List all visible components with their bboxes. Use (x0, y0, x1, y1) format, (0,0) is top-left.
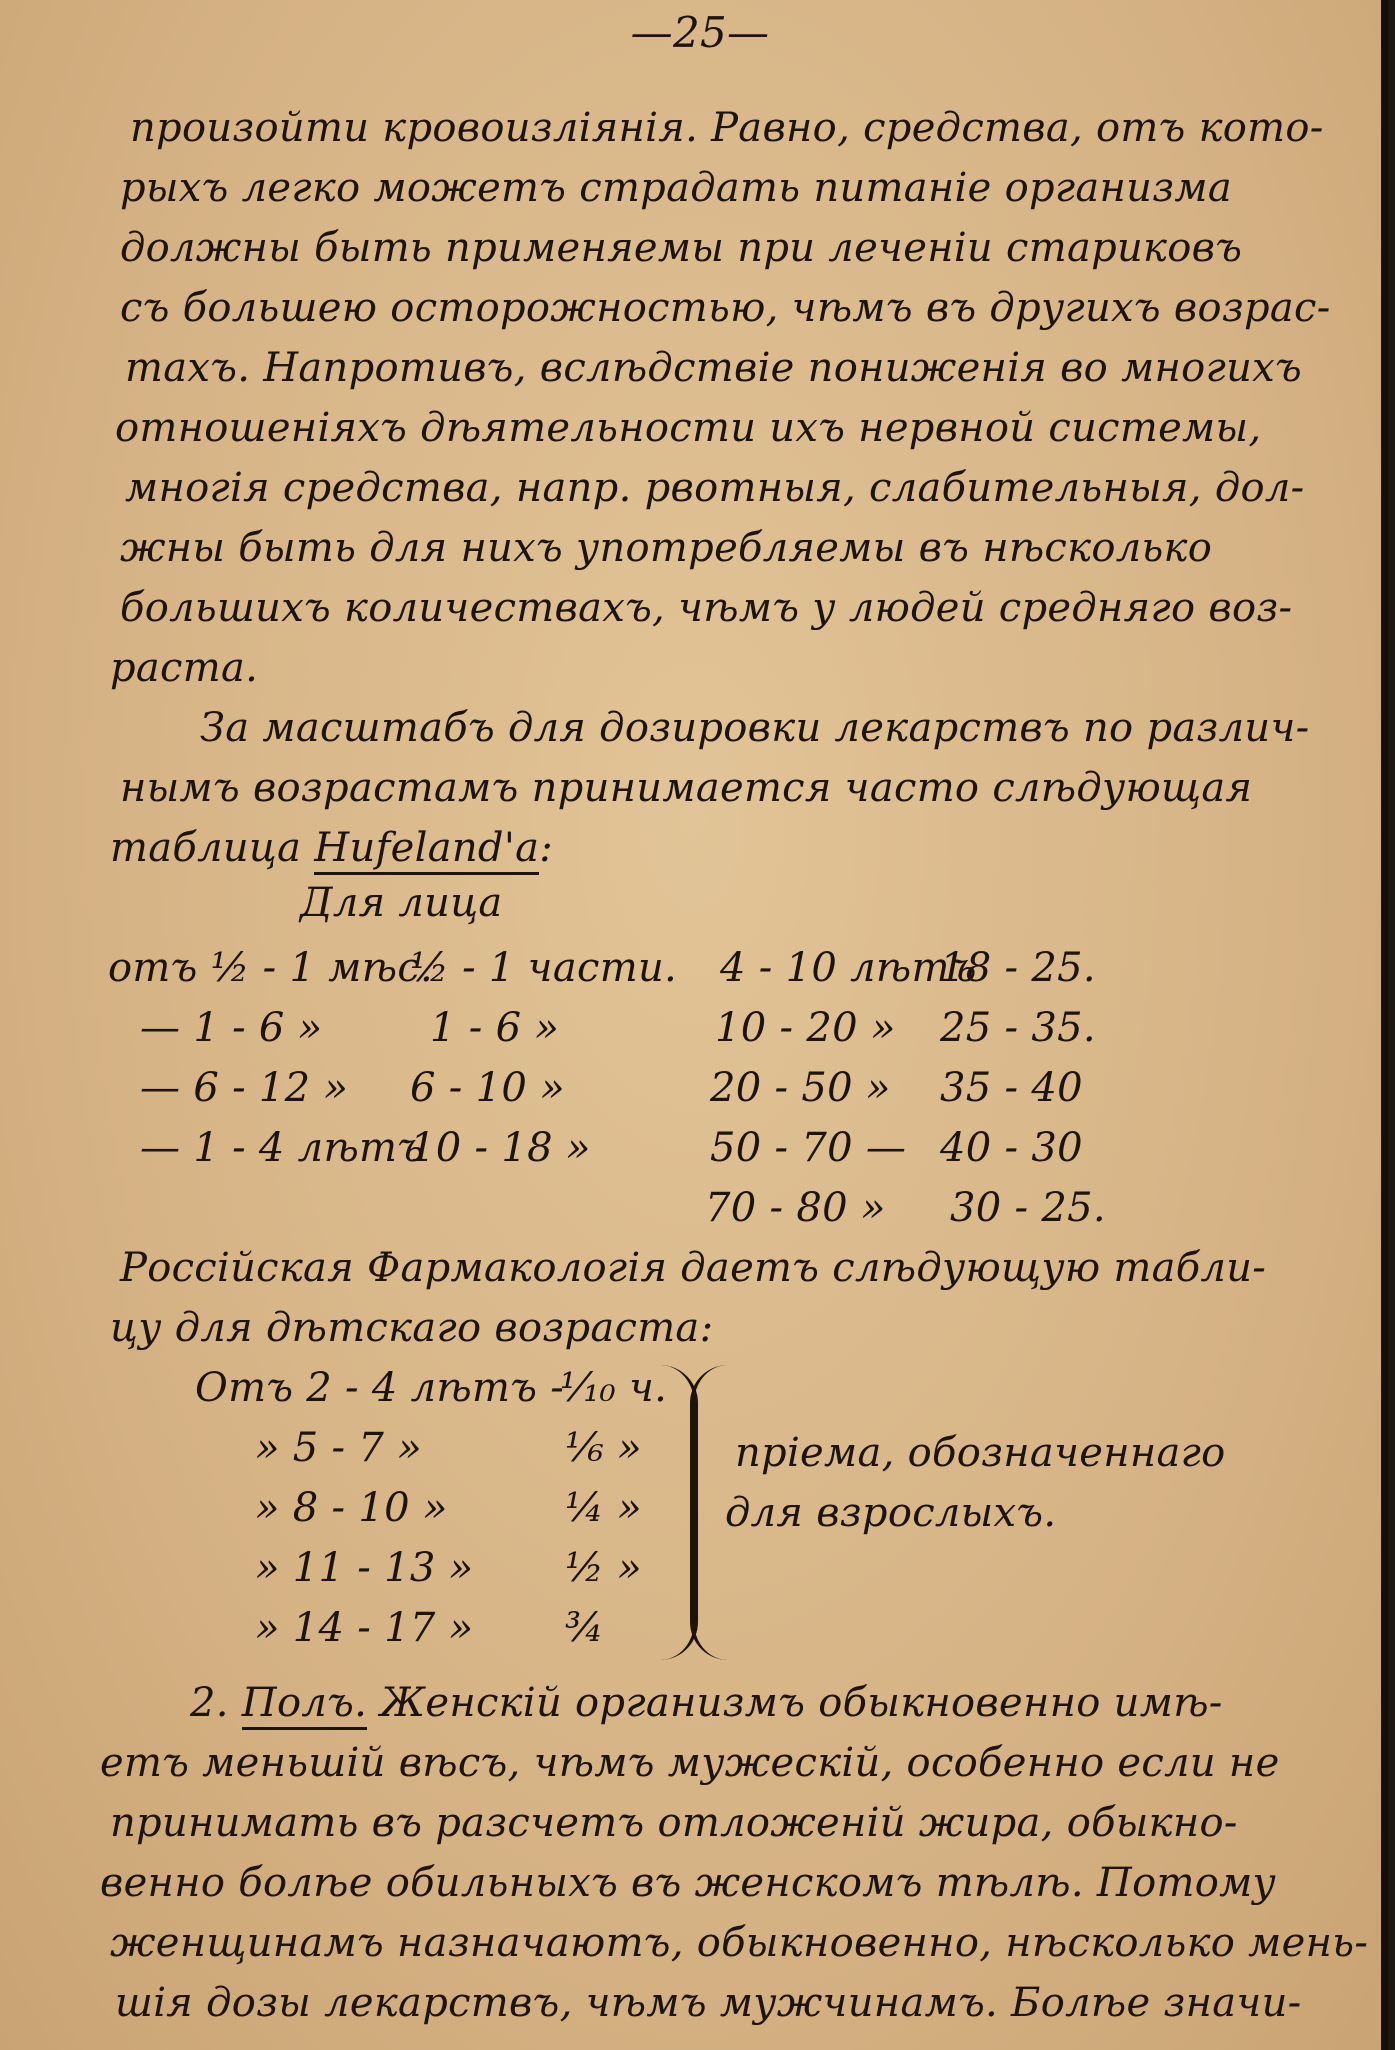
table-cell-dose: 40 - 30 (940, 1125, 1083, 1171)
table-cell-age: 4 - 10 лѣтъ (720, 945, 977, 991)
text-line: венно болѣе обильныхъ въ женскомъ тѣлѣ. Потому (100, 1860, 1277, 1906)
table-cell-dose: 18 - 25. (940, 945, 1096, 991)
table-cell-dose: 10 - 18 » (410, 1125, 591, 1171)
table-cell-dose: ⅙ » (565, 1425, 642, 1471)
table-note: пріема, обозначеннаго (735, 1430, 1226, 1476)
table-cell-dose: 1 - 6 » (430, 1005, 560, 1051)
table-cell-age: 20 - 50 » (710, 1065, 891, 1111)
table-cell-dose: ¾ (565, 1605, 605, 1651)
table-cell-age: отъ ½ - 1 мѣс. (108, 945, 434, 991)
table-cell-age: — 6 - 12 » (140, 1065, 349, 1111)
table-cell-age: 10 - 20 » (715, 1005, 896, 1051)
table-cell-age: — 1 - 6 » (140, 1005, 323, 1051)
table-cell-age: 70 - 80 » (705, 1185, 886, 1231)
text-line: женщинамъ назначаютъ, обыкновенно, нѣсколько мень- (110, 1920, 1369, 1966)
table-cell-age: » 11 - 13 » (255, 1545, 474, 1591)
table-cell-dose: 25 - 35. (940, 1005, 1096, 1051)
text-line: многія средства, напр. рвотныя, слабительныя, дол- (125, 465, 1305, 511)
table-cell-dose: ½ - 1 части. (410, 945, 678, 991)
text-line: жны быть для нихъ употребляемы въ нѣсколько (120, 525, 1213, 571)
text-line: раста. (110, 645, 259, 691)
table-cell-dose: ¼ » (565, 1485, 642, 1531)
text-fragment: таблица (110, 825, 315, 871)
table-cell-dose: 35 - 40 (940, 1065, 1083, 1111)
table-cell-dose: 6 - 10 » (410, 1065, 565, 1111)
table-cell-age: » 14 - 17 » (255, 1605, 474, 1651)
table-note: для взрослыхъ. (725, 1490, 1057, 1536)
table-cell-dose: ½ » (565, 1545, 642, 1591)
text-line: нымъ возрастамъ принимается часто слѣдующая (120, 765, 1253, 811)
text-line: За масштабъ для дозировки лекарствъ по различ- (200, 705, 1310, 751)
table-cell-age: — 1 - 4 лѣтъ (140, 1125, 425, 1171)
text-fragment: Женскій организмъ обыкновенно имѣ- (367, 1680, 1223, 1726)
table-cell-dose: ¹⁄₁₀ ч. (560, 1365, 668, 1411)
table-cell-age: 50 - 70 — (710, 1125, 907, 1171)
table-cell-dose: 30 - 25. (950, 1185, 1106, 1231)
text-line: большихъ количествахъ, чѣмъ у людей средняго воз- (120, 585, 1293, 631)
table-cell-age: Отъ 2 - 4 лѣтъ - (195, 1365, 565, 1411)
text-line: етъ меньшій вѣсъ, чѣмъ мужескій, особенно если не (100, 1740, 1280, 1786)
text-line: съ большею осторожностью, чѣмъ въ другихъ возрас- (120, 285, 1331, 331)
text-line: отношеніяхъ дѣятельности ихъ нервной системы, (115, 405, 1262, 451)
table-header: Для лица (300, 880, 503, 926)
text-line (190, 1680, 1223, 1726)
text-line: тахъ. Напротивъ, вслѣдствіе пониженія во многихъ (125, 345, 1302, 391)
text-line (110, 825, 553, 871)
text-fragment: : (539, 825, 554, 871)
text-line: Россійская Фармакологія даетъ слѣдующую табли- (120, 1245, 1267, 1291)
text-line: цу для дѣтскаго возраста: (110, 1305, 714, 1351)
table-cell-age: » 5 - 7 » (255, 1425, 422, 1471)
text-line: шія дозы лекарствъ, чѣмъ мужчинамъ. Болѣе значи- (115, 1980, 1302, 2026)
section-number: 2. (190, 1680, 242, 1726)
text-line: принимать въ разсчетъ отложеній жира, обыкно- (110, 1800, 1238, 1846)
page-number: —25— (630, 8, 770, 57)
table-cell-age: » 8 - 10 » (255, 1485, 448, 1531)
text-line: рыхъ легко можетъ страдать питаніе организма (120, 165, 1232, 211)
bracket-right-half (690, 1365, 728, 1660)
page-edge-shadow (1381, 0, 1388, 2050)
text-line: произойти кровоизліянія. Равно, средства, отъ кото- (130, 105, 1324, 151)
hufeland-name: Hufeland'a (314, 825, 539, 875)
text-line: должны быть применяемы при леченіи стариковъ (120, 225, 1243, 271)
section-heading: Полъ. (242, 1680, 367, 1730)
